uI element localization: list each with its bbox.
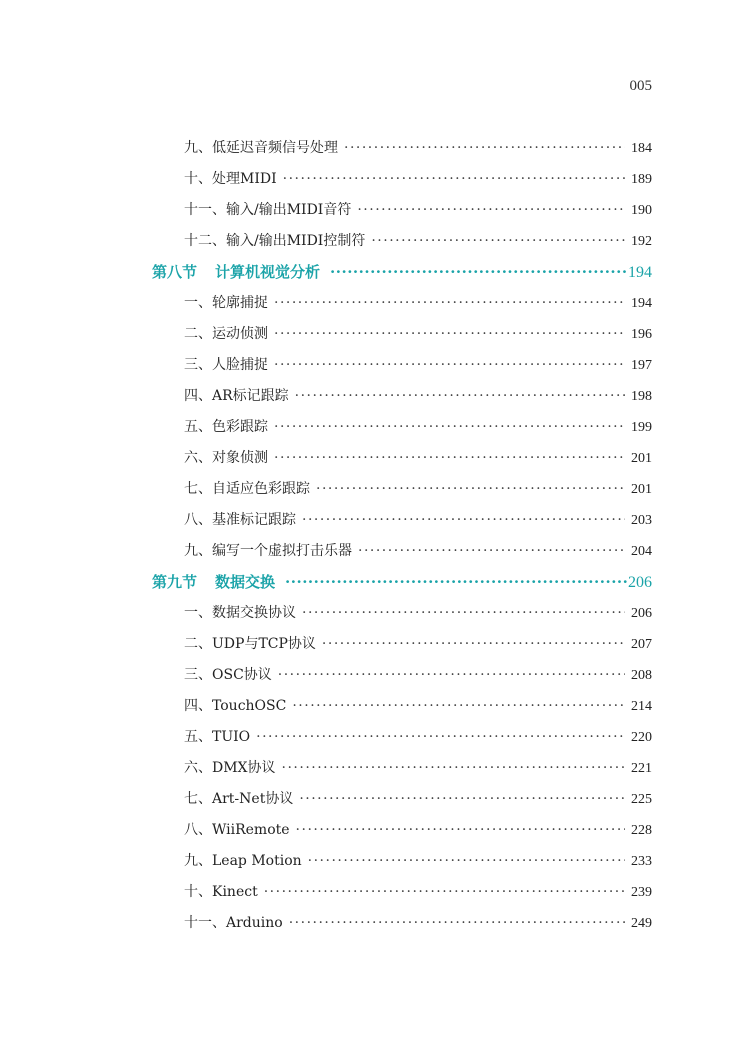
toc-entry-page: 201: [631, 482, 652, 497]
dot-leader: [308, 846, 625, 877]
toc-entry-page: 203: [631, 513, 652, 528]
toc-entry[interactable]: [152, 846, 652, 877]
dot-leader: [283, 164, 625, 195]
dot-leader: [299, 784, 625, 815]
toc-entry[interactable]: [152, 474, 652, 505]
page-number: 005: [629, 78, 652, 94]
toc-entry-title: [152, 257, 320, 288]
toc-entry-title: 八、WiiRemote: [184, 822, 290, 838]
toc-entry[interactable]: [152, 505, 652, 536]
toc-entry-page: 199: [631, 420, 652, 435]
toc-entry-page: 206: [628, 574, 652, 591]
toc-entry-title: 十一、输入/输出MIDI音符: [184, 202, 352, 218]
dot-leader: [357, 195, 625, 226]
toc-section-entry[interactable]: [152, 257, 652, 288]
dot-leader: [330, 257, 628, 288]
dot-leader: [344, 133, 625, 164]
section-title: 数据交换: [215, 573, 276, 591]
toc-entry-page: 196: [631, 327, 652, 342]
toc-entry-page: 189: [631, 172, 652, 187]
toc-entry-page: 220: [631, 730, 652, 745]
table-of-contents: [152, 133, 652, 939]
toc-section-entry[interactable]: [152, 567, 652, 598]
toc-entry[interactable]: [152, 133, 652, 164]
toc-entry[interactable]: [152, 877, 652, 908]
toc-entry[interactable]: [152, 288, 652, 319]
dot-leader: [322, 629, 625, 660]
dot-leader: [296, 815, 625, 846]
toc-entry-page: 204: [631, 544, 652, 559]
toc-entry[interactable]: [152, 908, 652, 939]
dot-leader: [274, 319, 625, 350]
dot-leader: [264, 877, 625, 908]
toc-entry[interactable]: [152, 722, 652, 753]
toc-entry-title: 三、OSC协议: [184, 667, 272, 683]
dot-leader: [302, 505, 625, 536]
toc-entry-title: 五、TUIO: [184, 729, 251, 745]
toc-entry-title: 十、处理MIDI: [184, 171, 277, 187]
toc-entry-title: 十二、输入/输出MIDI控制符: [184, 233, 366, 249]
toc-entry-page: 201: [631, 451, 652, 466]
dot-leader: [278, 660, 625, 691]
toc-entry[interactable]: [152, 412, 652, 443]
dot-leader: [274, 443, 625, 474]
dot-leader: [274, 350, 625, 381]
toc-entry-page: 194: [628, 264, 652, 281]
toc-entry-title: 八、基准标记跟踪: [184, 512, 296, 528]
dot-leader: [371, 226, 625, 257]
toc-entry-title: 九、编写一个虚拟打击乐器: [184, 543, 352, 559]
toc-entry-title: 三、人脸捕捉: [184, 357, 268, 373]
toc-entry-title: 十、Kinect: [184, 884, 258, 900]
toc-entry-page: 208: [631, 668, 652, 683]
toc-entry-page: 214: [631, 699, 652, 714]
toc-entry[interactable]: [152, 164, 652, 195]
toc-entry-title: 二、运动侦测: [184, 326, 268, 342]
toc-entry-page: 206: [631, 606, 652, 621]
toc-entry-page: 190: [631, 203, 652, 218]
dot-leader: [292, 691, 625, 722]
dot-leader: [302, 598, 625, 629]
dot-leader: [274, 288, 625, 319]
dot-leader: [316, 474, 625, 505]
dot-leader: [274, 412, 625, 443]
toc-entry-title: 一、数据交换协议: [184, 605, 296, 621]
dot-leader: [282, 753, 625, 784]
toc-entry-page: 249: [631, 916, 652, 931]
toc-entry-page: 225: [631, 792, 652, 807]
toc-entry[interactable]: [152, 381, 652, 412]
toc-entry[interactable]: [152, 598, 652, 629]
toc-entry[interactable]: [152, 536, 652, 567]
toc-entry-page: 192: [631, 234, 652, 249]
dot-leader: [256, 722, 625, 753]
toc-entry-title: 七、Art-Net协议: [184, 791, 294, 807]
toc-entry-title: 九、低延迟音频信号处理: [184, 140, 338, 156]
toc-entry-title: 六、DMX协议: [184, 760, 276, 776]
dot-leader: [289, 908, 625, 939]
toc-entry-title: 一、轮廓捕捉: [184, 295, 268, 311]
toc-entry[interactable]: [152, 660, 652, 691]
toc-entry-title: 十一、Arduino: [184, 915, 283, 931]
toc-entry-page: 228: [631, 823, 652, 838]
toc-entry-title: 六、对象侦测: [184, 450, 268, 466]
toc-entry[interactable]: [152, 784, 652, 815]
section-title: 计算机视觉分析: [215, 263, 321, 281]
toc-entry-title: 四、AR标记跟踪: [184, 388, 289, 404]
toc-entry-title: 五、色彩跟踪: [184, 419, 268, 435]
toc-entry-page: 207: [631, 637, 652, 652]
toc-entry-page: 221: [631, 761, 652, 776]
section-number: 第九节: [152, 573, 198, 591]
toc-entry[interactable]: [152, 629, 652, 660]
toc-entry-title: 九、Leap Motion: [184, 853, 302, 869]
toc-entry[interactable]: [152, 350, 652, 381]
toc-entry[interactable]: [152, 195, 652, 226]
toc-entry-title: [152, 567, 275, 598]
toc-entry-page: 233: [631, 854, 652, 869]
toc-entry[interactable]: [152, 226, 652, 257]
toc-entry-page: 197: [631, 358, 652, 373]
toc-entry-page: 184: [631, 141, 652, 156]
toc-entry[interactable]: [152, 319, 652, 350]
toc-entry[interactable]: [152, 815, 652, 846]
section-number: 第八节: [152, 263, 198, 281]
dot-leader: [358, 536, 625, 567]
toc-entry[interactable]: [152, 443, 652, 474]
dot-leader: [295, 381, 625, 412]
toc-entry[interactable]: [152, 691, 652, 722]
toc-entry-title: 二、UDP与TCP协议: [184, 636, 316, 652]
toc-entry[interactable]: [152, 753, 652, 784]
toc-entry-page: 239: [631, 885, 652, 900]
toc-entry-title: 四、TouchOSC: [184, 698, 287, 714]
dot-leader: [285, 567, 628, 598]
toc-entry-title: 七、自适应色彩跟踪: [184, 481, 310, 497]
toc-entry-page: 194: [631, 296, 652, 311]
toc-entry-page: 198: [631, 389, 652, 404]
